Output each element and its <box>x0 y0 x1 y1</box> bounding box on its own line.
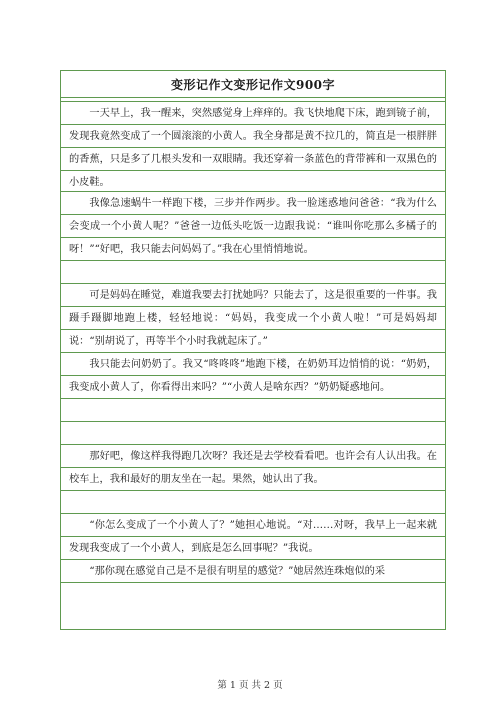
paragraph-4: 我只能去问奶奶了。我又“咚咚咚”地跑下楼，在奶奶耳边悄悄的说：“奶奶，我变成小黄人了，你看得出来吗？”“小黄人是啥东西？”奶奶疑惑地问。 <box>61 349 445 441</box>
paragraph-6: “你怎么变成了一个小黄人了？”她担心地说。“对……对呀，我早上一起来就发现我变成了一个小黄人，到底是怎么回事呢？”我说。 <box>61 510 445 556</box>
paragraph-1: 一天早上，我一醒来，突然感觉身上痒痒的。我飞快地爬下床，跑到镜子前，发现我竟然变成了一个圆滚滚的小黄人。我全身都是黄不拉几的，简直是一根胖胖的香蕉，只是多了几根头发和一双眼睛。我还穿着一条蓝色的背带裤和一双黑色的小皮鞋。 <box>61 98 445 188</box>
paragraph-5: 那好吧，像这样我得跑几次呀？我还是去学校看看吧。也许会有人认出我。在校车上，我和最好的朋友坐在一起。果然，她认出了我。 <box>61 441 445 510</box>
page-footer: 第 1 页 共 2 页 <box>217 680 283 691</box>
paragraph-3: 可是妈妈在睡觉，难道我要去打扰她吗？只能去了，这是很重要的一件事。我蹑手蹑脚地跑上楼，轻轻地说：“妈妈，我变成一个小黄人啦！”可是妈妈却说：“别胡说了，再等半个小时我就起床了。” <box>61 280 445 349</box>
document-sheet <box>60 70 446 630</box>
document-title: 变形记作文变形记作文900字 <box>61 71 445 98</box>
paragraph-2: 我像急速蜗牛一样跑下楼，三步并作两步。我一脸迷惑地问爸爸：“我为什么会变成一个小黄人呢？”爸爸一边低头吃饭一边跟我说：“谁叫你吃那么多橘子的呀！”“好吧，我只能去问妈妈了。”我在心里悄悄地说。 <box>61 188 445 280</box>
paragraph-7: “那你现在感觉自己是不是很有明星的感觉？”她居然连珠炮似的采 <box>61 556 445 590</box>
